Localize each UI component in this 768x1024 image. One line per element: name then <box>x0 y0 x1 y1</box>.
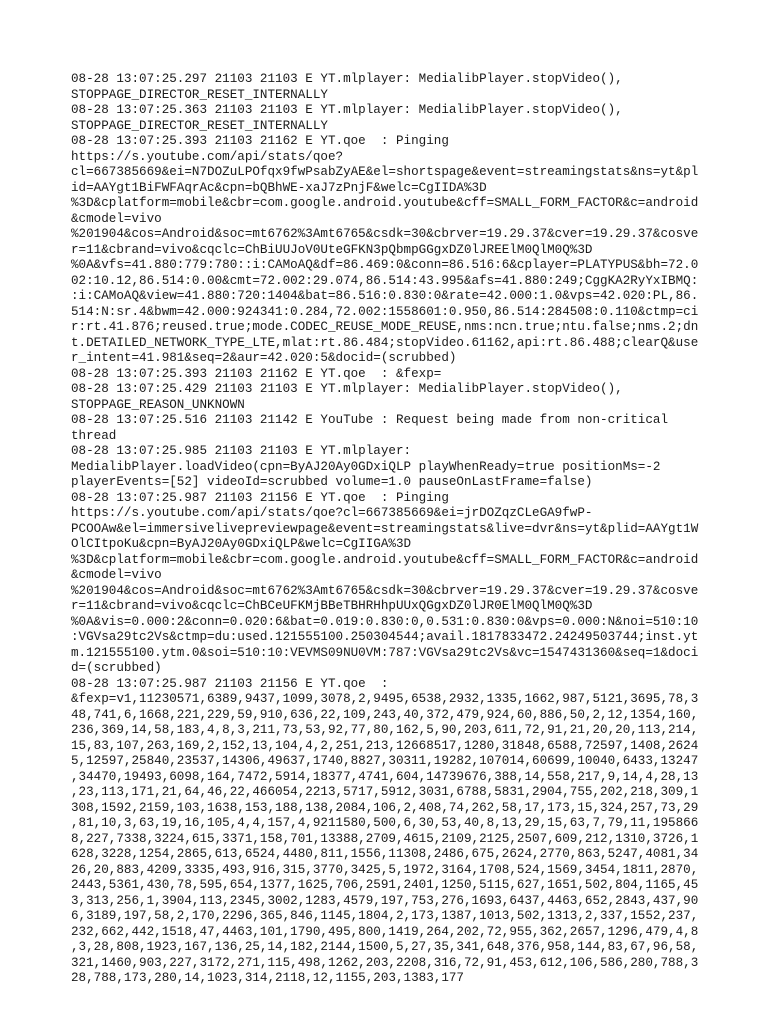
log-line: OlCItpoKu&cpn=ByAJ20Ay0GDxiQLP&welc=CgIIGA%3D <box>71 537 412 551</box>
log-line: PCOOAw&el=immersivelivepreviewpage&event=streamingstats&live=dvr&ns=yt&plid=AAYgt1W <box>71 521 699 536</box>
log-line: id=AAYgt1BiFWFAqrAc&cpn=bQBhWE-xaJ7zPnjF&welc=CgIIDA%3D <box>71 180 487 195</box>
log-line: STOPPAGE_DIRECTOR_RESET_INTERNALLY <box>71 87 328 102</box>
log-text-block <box>71 72 703 987</box>
log-line: 08-28 13:07:25.429 21103 21103 E YT.mlplayer: MedialibPlayer.stopVideo(), <box>71 382 623 396</box>
log-line: 48,741,6,1668,221,229,59,910,636,22,109,243,40,372,479,924,60,886,50,2,12,1354,160, <box>71 707 699 722</box>
log-line: STOPPAGE_REASON_UNKNOWN <box>71 397 245 412</box>
log-line: &cmodel=vivo <box>71 211 162 226</box>
log-line: 628,3228,1254,2865,613,6524,4480,811,1556,11308,2486,675,2624,2770,863,5247,4081,34 <box>71 847 699 861</box>
log-line: &cmodel=vivo <box>71 568 162 582</box>
log-line: %3D&cplatform=mobile&cbr=com.google.android.youtube&cff=SMALL_FORM_FACTOR&c=android <box>71 552 699 567</box>
log-line: 2443,5361,430,78,595,654,1377,1625,706,2591,2401,1250,5115,627,1651,502,804,1165,45 <box>71 878 699 892</box>
log-line: https://s.youtube.com/api/stats/qoe?cl=667385669&ei=jrDOZqzCLeGA9fwP- <box>71 506 593 520</box>
log-line: 8,227,7338,3224,615,3371,158,701,13388,2709,4615,2109,2125,2507,609,212,1310,3726,1 <box>71 831 699 846</box>
log-line: 15,83,107,263,169,2,152,13,104,4,2,251,213,12668517,1280,31848,6588,72597,1408,2624 <box>71 738 699 753</box>
log-line: 08-28 13:07:25.987 21103 21156 E YT.qoe : <box>71 676 389 691</box>
log-line: r=11&cbrand=vivo&cqclc=ChBCeUFKMjBBeTBHRHhpUUxQGgxDZ0lJR0ElM0QlM0Q%3D <box>71 599 593 613</box>
log-line: :VGVsa29tc2Vs&ctmp=du:used.121555100.250304544;avail.1817833472.24249503744;inst.yt <box>71 630 699 644</box>
log-line: ,34470,19493,6098,164,7472,5914,18377,4741,604,14739676,388,14,558,217,9,14,4,28,13 <box>71 769 699 784</box>
log-line: %3D&cplatform=mobile&cbr=com.google.android.youtube&cff=SMALL_FORM_FACTOR&c=android <box>71 196 699 210</box>
log-line: m.121555100.ytm.0&soi=510:10:VEVMS09NU0VM:787:VGVsa29tc2Vs&vc=1547431360&seq=1&doci <box>71 645 699 660</box>
log-line: 232,662,442,1518,47,4463,101,1790,495,800,1419,264,202,72,955,362,2657,1296,479,4,8 <box>71 924 699 939</box>
log-line: playerEvents=[52] videoId=scrubbed volume=1.0 pauseOnLastFrame=false) <box>71 475 593 489</box>
log-line: https://s.youtube.com/api/stats/qoe? <box>71 149 344 164</box>
log-line: %0A&vfs=41.880:779:780::i:CAMoAQ&df=86.469:0&conn=86.516:6&cplayer=PLATYPUS&bh=72.0 <box>71 258 699 272</box>
log-line: 236,369,14,58,183,4,8,3,211,73,53,92,77,80,162,5,90,203,611,72,91,21,20,20,113,214, <box>71 723 699 737</box>
log-line: 08-28 13:07:25.363 21103 21103 E YT.mlplayer: MedialibPlayer.stopVideo(), <box>71 103 623 117</box>
log-line: ,23,113,171,21,64,46,22,466054,2213,5717,5912,3031,6788,5831,2904,755,202,218,309,1 <box>71 785 699 799</box>
log-line: cl=667385669&ei=N7DOZuLPOfqx9fwPsabZyAE&el=shortspage&event=streamingstats&ns=yt&pl <box>71 165 699 179</box>
log-line: %201904&cos=Android&soc=mt6762%3Amt6765&csdk=30&cbrver=19.29.37&cver=19.29.37&cosve <box>71 583 699 598</box>
log-line: d=(scrubbed) <box>71 661 162 675</box>
log-line: 28,788,173,280,14,1023,314,2118,12,1155,203,1383,177 <box>71 971 464 985</box>
log-line: r_intent=41.981&seq=2&aur=42.020:5&docid=(scrubbed) <box>71 351 457 365</box>
log-line: 08-28 13:07:25.987 21103 21156 E YT.qoe : Pinging <box>71 490 449 505</box>
log-line: ,81,10,3,63,19,16,105,4,4,157,4,9211580,500,6,30,53,40,8,13,29,15,63,7,79,11,195866 <box>71 816 699 830</box>
log-line: 08-28 13:07:25.393 21103 21162 E YT.qoe : &fexp= <box>71 366 442 381</box>
log-line: 6,3189,197,58,2,170,2296,365,846,1145,1804,2,173,1387,1013,502,1313,2,337,1552,237, <box>71 909 699 923</box>
log-line: t.DETAILED_NETWORK_TYPE_LTE,mlat:rt.86.484;stopVideo.61162,api:rt.86.488;clearQ&use <box>71 335 699 350</box>
log-line: 08-28 13:07:25.985 21103 21103 E YT.mlplayer: <box>71 444 412 458</box>
log-line: STOPPAGE_DIRECTOR_RESET_INTERNALLY <box>71 118 328 133</box>
log-line: thread <box>71 428 117 443</box>
log-line: %0A&vis=0.000:2&conn=0.020:6&bat=0.019:0.830:0,0.531:0.830:0&vps=0.000:N&noi=510:10 <box>71 614 699 629</box>
log-line: 08-28 13:07:25.516 21103 21142 E YouTube : Request being made from non-critical <box>71 413 669 427</box>
log-line: 3,313,256,1,3904,113,2345,3002,1283,4579,197,753,276,1693,6437,4463,652,2843,437,90 <box>71 893 699 908</box>
log-line: 26,20,883,4209,3335,493,916,315,3770,3425,5,1972,3164,1708,524,1569,3454,1811,2870, <box>71 862 699 877</box>
log-line: 514:N:sr.4&bwm=42.000:924341:0.284,72.002:1558601:0.950,86.514:284508:0.110&ctmp=ci <box>71 304 699 319</box>
log-line: %201904&cos=Android&soc=mt6762%3Amt6765&csdk=30&cbrver=19.29.37&cver=19.29.37&cosve <box>71 227 699 241</box>
log-line: r:rt.41.876;reused.true;mode.CODEC_REUSE_MODE_REUSE,nms:ncn.true;ntu.false;nms.2;dn <box>71 320 699 334</box>
log-line: :i:CAMoAQ&view=41.880:720:1404&bat=86.516:0.830:0&rate=42.000:1.0&vps=42.020:PL,86. <box>71 289 699 303</box>
log-line: 5,12597,25840,23537,14306,49637,1740,8827,30311,19282,107014,60699,10040,6433,13247 <box>71 754 699 768</box>
log-line: MedialibPlayer.loadVideo(cpn=ByAJ20Ay0GDxiQLP playWhenReady=true positionMs=-2 <box>71 459 661 474</box>
log-line: &fexp=v1,11230571,6389,9437,1099,3078,2,9495,6538,2932,1335,1662,987,5121,3695,78,3 <box>71 692 699 706</box>
log-line: ,3,28,808,1923,167,136,25,14,182,2144,1500,5,27,35,341,648,376,958,144,83,67,96,58, <box>71 940 699 954</box>
log-line: r=11&cbrand=vivo&cqclc=ChBiUUJoV0UteGFKN3pQbmpGGgxDZ0lJREElM0QlM0Q%3D <box>71 242 593 257</box>
log-line: 08-28 13:07:25.297 21103 21103 E YT.mlplayer: MedialibPlayer.stopVideo(), <box>71 72 623 86</box>
log-line: 321,1460,903,227,3172,271,115,498,1262,203,2208,316,72,91,453,612,106,586,280,788,3 <box>71 955 699 970</box>
log-line: 08-28 13:07:25.393 21103 21162 E YT.qoe : Pinging <box>71 134 449 148</box>
log-line: 308,1592,2159,103,1638,153,188,138,2084,106,2,408,74,262,58,17,173,15,324,257,73,29 <box>71 800 699 815</box>
log-line: 02:10.12,86.514:0.00&cmt=72.002:29.074,86.514:43.995&afs=41.880:249;CggKA2RyYxIBMQ: <box>71 273 699 288</box>
